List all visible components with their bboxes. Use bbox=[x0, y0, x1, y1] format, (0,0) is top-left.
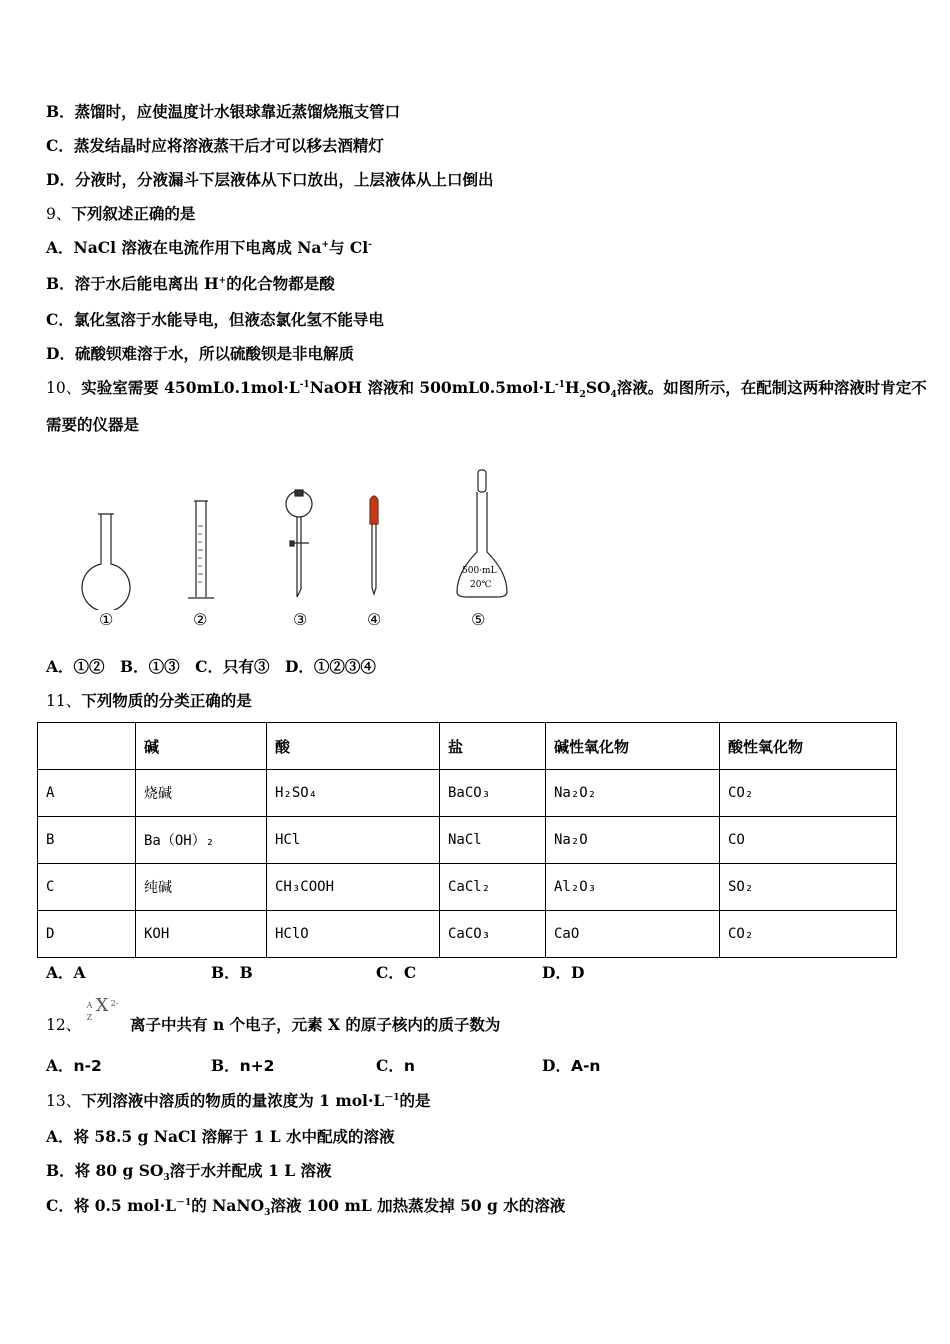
text-segment: + bbox=[321, 239, 330, 250]
option bbox=[376, 1056, 415, 1076]
table-cell: H₂SO₄ bbox=[267, 770, 440, 817]
text-segment: A．①② B．①③ C．只有③ D．①②③④ bbox=[46, 657, 376, 676]
text-segment: D．分液时，分液漏斗下层液体从下口放出，上层液体从上口倒出 bbox=[46, 170, 494, 189]
text-segment: -1 bbox=[554, 379, 565, 390]
round-bottom-flask-icon bbox=[82, 514, 130, 610]
text-line bbox=[46, 310, 384, 330]
text-segment: A．将 58.5 g NaCl 溶解于 1 L 水中配成的溶液 bbox=[46, 1127, 395, 1146]
table-cell: SO₂ bbox=[720, 864, 897, 911]
option: D．D bbox=[542, 963, 585, 982]
table-cell: CaO bbox=[546, 911, 720, 958]
table-cell: HClO bbox=[267, 911, 440, 958]
table-cell: CaCl₂ bbox=[440, 864, 546, 911]
text-line bbox=[46, 238, 372, 258]
table-row bbox=[38, 911, 897, 958]
table-row bbox=[38, 817, 897, 864]
text-line bbox=[46, 344, 354, 364]
table-header: 碱性氧化物 bbox=[546, 723, 720, 770]
option-value: A-n bbox=[570, 1057, 601, 1075]
text-segment: 下列物质的分类正确的是 bbox=[81, 691, 252, 710]
text-segment: 需要的仪器是 bbox=[46, 415, 140, 434]
text-line bbox=[46, 378, 927, 401]
atomic-number: Z bbox=[86, 1013, 93, 1022]
option bbox=[46, 1056, 102, 1076]
text-segment: 的 NaNO bbox=[191, 1196, 265, 1215]
table-cell: KOH bbox=[136, 911, 267, 958]
text-segment: A．NaCl 溶液在电流作用下电离成 Na bbox=[46, 238, 322, 257]
text-segment: 下列溶液中溶质的物质的量浓度为 1 mol·L bbox=[81, 1091, 385, 1110]
table-cell: CO₂ bbox=[720, 770, 897, 817]
option-key: D． bbox=[542, 1056, 571, 1075]
table-header: 酸性氧化物 bbox=[720, 723, 897, 770]
option-value: n+2 bbox=[239, 1057, 275, 1075]
table-row bbox=[38, 864, 897, 911]
text-segment: -1 bbox=[299, 379, 310, 390]
table-cell: NaCl bbox=[440, 817, 546, 864]
option-key: B． bbox=[211, 1056, 240, 1075]
flask-temp-label: 20℃ bbox=[470, 580, 492, 590]
text-segment: 3 bbox=[163, 1173, 170, 1184]
text-segment: H bbox=[564, 378, 580, 397]
table-header-row bbox=[38, 723, 897, 770]
apparatus-figure bbox=[70, 460, 530, 610]
text-segment: NaOH 溶液和 500mL0.5mol·L bbox=[309, 378, 555, 397]
table-cell: CO bbox=[720, 817, 897, 864]
text-segment: 13、 bbox=[46, 1092, 82, 1110]
table-cell: D bbox=[38, 911, 136, 958]
text-segment: 的化合物都是酸 bbox=[226, 274, 335, 293]
figure-label-5: ⑤ bbox=[471, 610, 486, 629]
graduated-cylinder-icon bbox=[188, 501, 214, 598]
text-line bbox=[46, 1127, 395, 1147]
table-cell: C bbox=[38, 864, 136, 911]
text-segment: B．蒸馏时，应使温度计水银球靠近蒸馏烧瓶支管口 bbox=[46, 102, 401, 121]
text-segment: 的是 bbox=[399, 1091, 431, 1110]
table-cell: B bbox=[38, 817, 136, 864]
table-cell: CaCO₃ bbox=[440, 911, 546, 958]
separatory-funnel-icon bbox=[286, 490, 312, 597]
text-segment: 9、 bbox=[46, 205, 72, 223]
text-line bbox=[46, 657, 376, 677]
text-segment: 下列叙述正确的是 bbox=[71, 204, 196, 223]
text-segment: B．将 80 g SO bbox=[46, 1161, 164, 1180]
option bbox=[542, 1056, 600, 1076]
table-cell: CH₃COOH bbox=[267, 864, 440, 911]
text-segment: 10、 bbox=[46, 379, 82, 397]
text-segment: －1 bbox=[384, 1092, 400, 1103]
text-segment: 2 bbox=[579, 390, 586, 401]
table-cell: 烧碱 bbox=[136, 770, 267, 817]
option-key: A． bbox=[46, 1056, 74, 1075]
classification-table bbox=[37, 722, 897, 958]
text-segment: 溶液。如图所示，在配制这两种溶液时肯定不 bbox=[616, 378, 927, 397]
table-row bbox=[38, 770, 897, 817]
flask-volume-label: 500·mL bbox=[462, 566, 497, 576]
question-text: 离子中共有 n 个电子，元素 X 的原子核内的质子数为 bbox=[130, 1015, 501, 1034]
text-segment: 3 bbox=[264, 1208, 271, 1219]
ion-charge: 2- bbox=[110, 999, 119, 1008]
volumetric-flask-icon bbox=[457, 470, 507, 597]
text-segment: SO bbox=[585, 378, 611, 397]
dropper-icon bbox=[370, 496, 378, 594]
table-cell: HCl bbox=[267, 817, 440, 864]
text-line bbox=[46, 136, 384, 156]
text-line bbox=[46, 102, 400, 122]
text-line bbox=[46, 204, 195, 224]
text-segment: C．将 0.5 mol·L bbox=[46, 1196, 177, 1215]
table-cell: Ba（OH）₂ bbox=[136, 817, 267, 864]
text-segment: + bbox=[218, 275, 227, 286]
figure-label-2: ② bbox=[193, 610, 208, 629]
text-segment: 实验室需要 450mL0.1mol·L bbox=[81, 378, 300, 397]
nuclide-symbol bbox=[86, 995, 125, 1030]
text-segment: 溶液 100 mL 加热蒸发掉 50 g 水的溶液 bbox=[270, 1196, 566, 1215]
question-12 bbox=[46, 995, 501, 1035]
text-segment: B．溶于水后能电离出 H bbox=[46, 274, 219, 293]
option: A．A bbox=[46, 963, 86, 982]
text-segment: C．蒸发结晶时应将溶液蒸干后才可以移去酒精灯 bbox=[46, 136, 384, 155]
text-segment: 与 Cl bbox=[329, 238, 369, 257]
text-line bbox=[46, 415, 139, 435]
figure-label-3: ③ bbox=[293, 610, 308, 629]
text-segment: －1 bbox=[176, 1197, 192, 1208]
table-header: 碱 bbox=[136, 723, 267, 770]
table-cell: Na₂O₂ bbox=[546, 770, 720, 817]
option-value: n bbox=[403, 1057, 415, 1075]
table-cell: 纯碱 bbox=[136, 864, 267, 911]
figure-label-1: ① bbox=[99, 610, 114, 629]
option: C．C bbox=[376, 963, 417, 982]
table-cell: Al₂O₃ bbox=[546, 864, 720, 911]
table-cell: CO₂ bbox=[720, 911, 897, 958]
text-segment: 4 bbox=[610, 390, 617, 401]
option: B．B bbox=[211, 963, 253, 982]
mass-number: A bbox=[86, 1001, 93, 1010]
element-symbol: X bbox=[95, 995, 109, 1016]
question-number: 12、 bbox=[46, 1016, 82, 1034]
text-line bbox=[46, 691, 252, 711]
text-segment: 溶于水并配成 1 L 溶液 bbox=[169, 1161, 332, 1180]
option-value: n-2 bbox=[73, 1057, 102, 1075]
text-segment: - bbox=[368, 239, 372, 250]
figure-label-4: ④ bbox=[367, 610, 382, 629]
table-header: 酸 bbox=[267, 723, 440, 770]
table-header: 盐 bbox=[440, 723, 546, 770]
text-line bbox=[46, 1161, 332, 1184]
option-key: C． bbox=[376, 1056, 404, 1075]
text-line bbox=[46, 170, 493, 190]
text-segment: C．氯化氢溶于水能导电，但液态氯化氢不能导电 bbox=[46, 310, 384, 329]
table-cell: A bbox=[38, 770, 136, 817]
text-segment: 11、 bbox=[46, 692, 82, 710]
table-cell: Na₂O bbox=[546, 817, 720, 864]
table-header bbox=[38, 723, 136, 770]
table-cell: BaCO₃ bbox=[440, 770, 546, 817]
text-line bbox=[46, 1091, 431, 1111]
text-segment: D．硫酸钡难溶于水，所以硫酸钡是非电解质 bbox=[46, 344, 354, 363]
text-line bbox=[46, 274, 335, 294]
text-line bbox=[46, 1196, 566, 1219]
option bbox=[211, 1056, 274, 1076]
